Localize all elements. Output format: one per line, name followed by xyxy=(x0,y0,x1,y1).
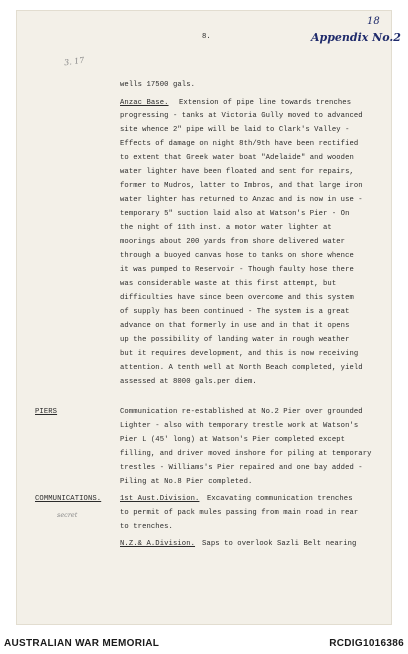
text-line: to permit of pack mules passing from main road in rear xyxy=(120,509,359,517)
subheading-1st-aust-division: 1st Aust.Division. xyxy=(120,495,200,503)
subheading-nz-a-division: N.Z.& A.Division. xyxy=(120,540,196,548)
text-line: filling, and driver moved inshore for piling at temporary xyxy=(120,450,372,458)
margin-stamp: secret xyxy=(57,511,78,519)
pencil-note: 3. 17 xyxy=(63,55,85,68)
text-line: water lighter has returned to Anzac and is now in use - xyxy=(120,196,363,204)
text-line: Communication re-established at No.2 Pier over grounded xyxy=(120,408,363,416)
text-line: was considerable waste at this first attempt, but xyxy=(120,280,337,288)
footer-record-id: RCDIG1016386 xyxy=(329,638,404,649)
text-line: site whence 2" pipe will be laid to Clark's Valley - xyxy=(120,126,350,134)
folio-number: 18 xyxy=(367,16,380,27)
text-line: difficulties have since been overcome and this system xyxy=(120,294,354,302)
text-line: to trenches. xyxy=(120,523,173,531)
text-line: Extension of pipe line towards trenches xyxy=(179,99,352,107)
text-line: moorings about 200 yards from shore delivered water xyxy=(120,238,346,246)
page-number: 8. xyxy=(202,33,211,41)
text-line: up the possibility of landing water in rough weather xyxy=(120,336,350,344)
text-line: Effects of damage on night 8th/9th have been rectified xyxy=(120,140,359,148)
text-line: Lighter - also with temporary trestle work at Watson's xyxy=(120,422,359,430)
text-line: water lighter have been floated and sent for repairs, xyxy=(120,168,354,176)
text-line: advance on that formerly in use and in that it opens xyxy=(120,322,350,330)
section-heading-anzac-base: Anzac Base. xyxy=(120,99,169,107)
text-line: attention. A tenth well at North Beach completed, yield xyxy=(120,364,363,372)
text-line: Excavating communication trenches xyxy=(207,495,353,503)
text-line: wells 17500 gals. xyxy=(120,81,196,89)
text-line: Pier L (45' long) at Watson's Pier completed except xyxy=(120,436,346,444)
archive-footer xyxy=(0,631,408,654)
text-line: to extent that Greek water boat "Adelaide" and wooden xyxy=(120,154,354,162)
text-line: but it requires development, and this is now receiving xyxy=(120,350,359,358)
text-line: of supply has been continued - The system is a great xyxy=(120,308,350,316)
text-line: temporary 5" suction laid also at Watson's Pier - On xyxy=(120,210,350,218)
appendix-label: Appendix No.2 xyxy=(311,31,401,44)
section-heading-piers: PIERS xyxy=(35,408,58,416)
document-page xyxy=(16,10,401,625)
text-line: it was pumped to Reservoir - Though faulty hose there xyxy=(120,266,354,274)
text-line: through a buoyed canvas hose to tanks on shore whence xyxy=(120,252,354,260)
text-line: assessed at 8000 gals.per diem. xyxy=(120,378,257,386)
text-line: Piling at No.8 Pier completed. xyxy=(120,478,253,486)
text-line: Saps to overlook Sazli Belt nearing xyxy=(202,540,357,548)
text-line: trestles - Williams's Pier repaired and one bay added - xyxy=(120,464,363,472)
text-line: the night of 11th inst. a motor water lighter at xyxy=(120,224,332,232)
text-line: former to Mudros, latter to Imbros, and that large iron xyxy=(120,182,363,190)
section-heading-communications: COMMUNICATIONS. xyxy=(35,495,102,503)
text-line: progressing - tanks at Victoria Gully moved to advanced xyxy=(120,112,363,120)
footer-institution: AUSTRALIAN WAR MEMORIAL xyxy=(4,638,160,649)
